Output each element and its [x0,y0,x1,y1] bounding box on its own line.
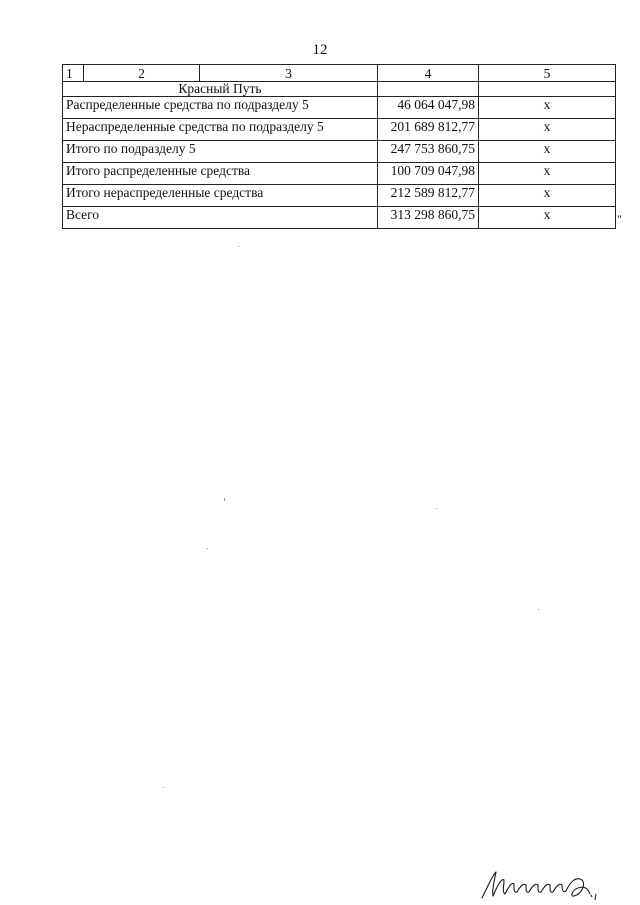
table-row [63,207,616,229]
row-amount: 313 298 860,75 [378,207,479,229]
section-title: Красный Путь [63,82,378,97]
section-empty-cell [378,82,479,97]
row-label: Всего [63,207,378,229]
row-label: Распределенные средства по подразделу 5 [63,97,378,119]
table-row [63,119,616,141]
scan-speck [238,246,239,247]
column-number-3: 3 [200,65,378,82]
scan-speck [436,508,437,509]
column-number-row [63,65,616,82]
row-mark: х [479,119,616,141]
row-label: Итого нераспределенные средства [63,185,378,207]
table-row [63,185,616,207]
row-mark: х [479,163,616,185]
row-mark: х [479,207,616,229]
closing-quote-mark: " [617,212,622,226]
column-number-5: 5 [479,65,616,82]
section-empty-cell [479,82,616,97]
column-number-4: 4 [378,65,479,82]
row-mark: х [479,97,616,119]
scan-speck [224,498,225,501]
row-mark: х [479,141,616,163]
row-label: Итого по подразделу 5 [63,141,378,163]
handwritten-signature [478,864,602,904]
row-label: Нераспределенные средства по подразделу 5 [63,119,378,141]
table-row [63,163,616,185]
scan-speck [163,787,164,788]
row-label: Итого распределенные средства [63,163,378,185]
funds-table [62,64,616,229]
row-amount: 212 589 812,77 [378,185,479,207]
row-mark: х [479,185,616,207]
scan-speck [207,548,208,549]
table-row [63,141,616,163]
row-amount: 201 689 812,77 [378,119,479,141]
table-row [63,97,616,119]
row-amount: 247 753 860,75 [378,141,479,163]
column-number-2: 2 [84,65,200,82]
row-amount: 46 064 047,98 [378,97,479,119]
scan-speck [538,609,539,610]
section-title-row [63,82,616,97]
column-number-1: 1 [63,65,84,82]
row-amount: 100 709 047,98 [378,163,479,185]
page-number: 12 [312,42,328,58]
